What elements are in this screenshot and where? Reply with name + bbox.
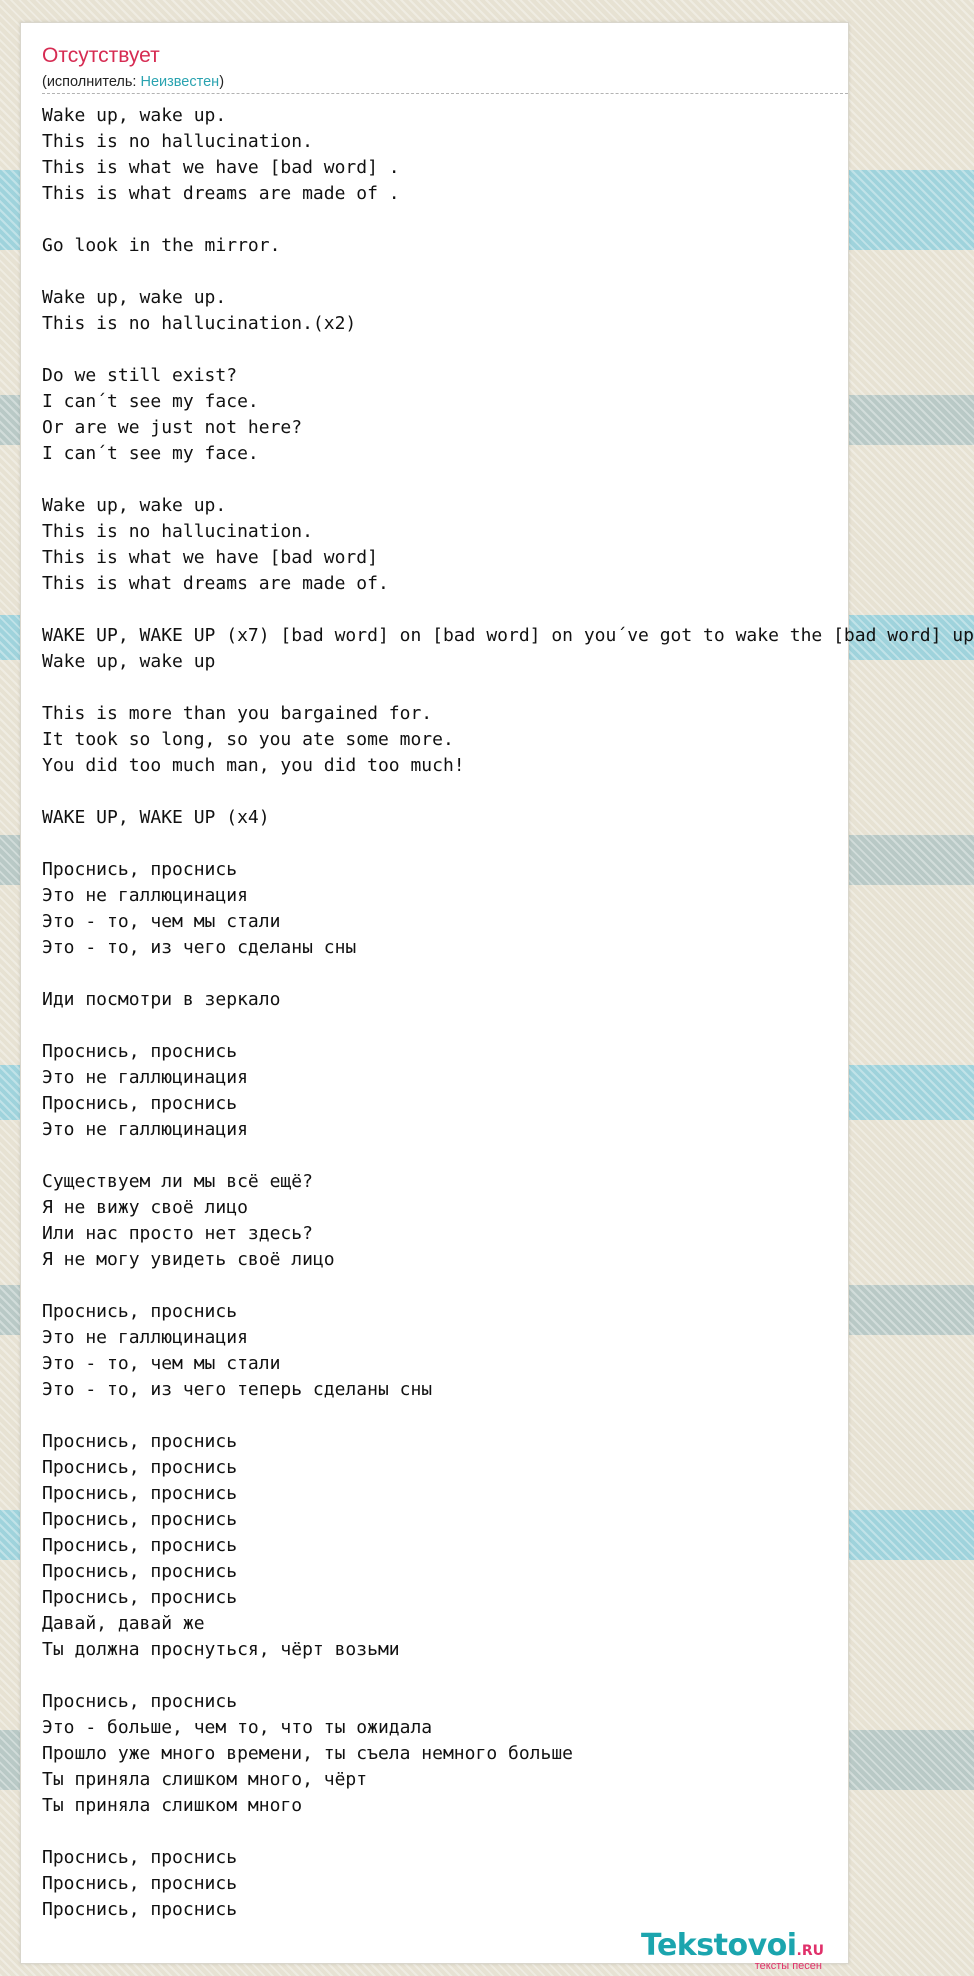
site-logo[interactable] xyxy=(640,1928,824,1972)
logo-tld: .RU xyxy=(796,1943,824,1959)
logo-tagline: тексты песен xyxy=(754,1960,822,1972)
song-title: Отсутствует xyxy=(42,44,160,67)
artist-suffix: ) xyxy=(219,74,225,90)
artist-link[interactable]: Неизвестен xyxy=(140,74,220,90)
lyrics-card xyxy=(20,22,974,1972)
artist-prefix: (исполнитель: xyxy=(42,74,141,90)
header-divider xyxy=(42,93,848,94)
logo-name: Tekstovoi xyxy=(640,1928,797,1963)
artist-line xyxy=(42,73,848,91)
lyrics-text: Wake up, wake up. This is no hallucination. This is what we have [bad word] . This is what dreams are made of . Go look in the mirror. Wake up, wake up. This is no hallucination.(x2) Do we still exist? I can´t see my face. Or are we just not here? I can´t see my face. Wake up, wake up. This is no hallucination. This is what we have [bad word] This is what dreams are made of. WAKE UP, WAKE UP (x7) [bad word] on [bad word] on you´ve got to wake the [bad word] up Wake up, wake up This is more than you bargained for. It took so long, so you ate some more. You did too much man, you did too much! WAKE UP, WAKE UP (x4) Проснись, проснись Это не галлюцинация Это - то, чем мы стали Это - то, из чего сделаны сны Иди посмотри в зеркало Проснись, проснись Это не галлюцинация Проснись, проснись Это не галлюцинация Существуем ли мы всё ещё? Я не вижу своё лицо Или нас просто нет здесь? Я не могу увидеть своё лицо Проснись, проснись Это не галлюцинация Это - то, чем мы стали Это - то, из чего теперь сделаны сны Проснись, проснись Проснись, проснись Проснись, проснись Проснись, проснись Проснись, проснись Проснись, проснись Проснись, проснись Давай, давай же Ты должна проснуться, чёрт возьми Проснись, проснись Это - больше, чем то, что ты ожидала Прошло уже много времени, ты съела немного больше Ты приняла слишком много, чёрт Ты приняла слишком много Проснись, проснись Проснись, проснись Проснись, проснись xyxy=(42,105,974,1920)
